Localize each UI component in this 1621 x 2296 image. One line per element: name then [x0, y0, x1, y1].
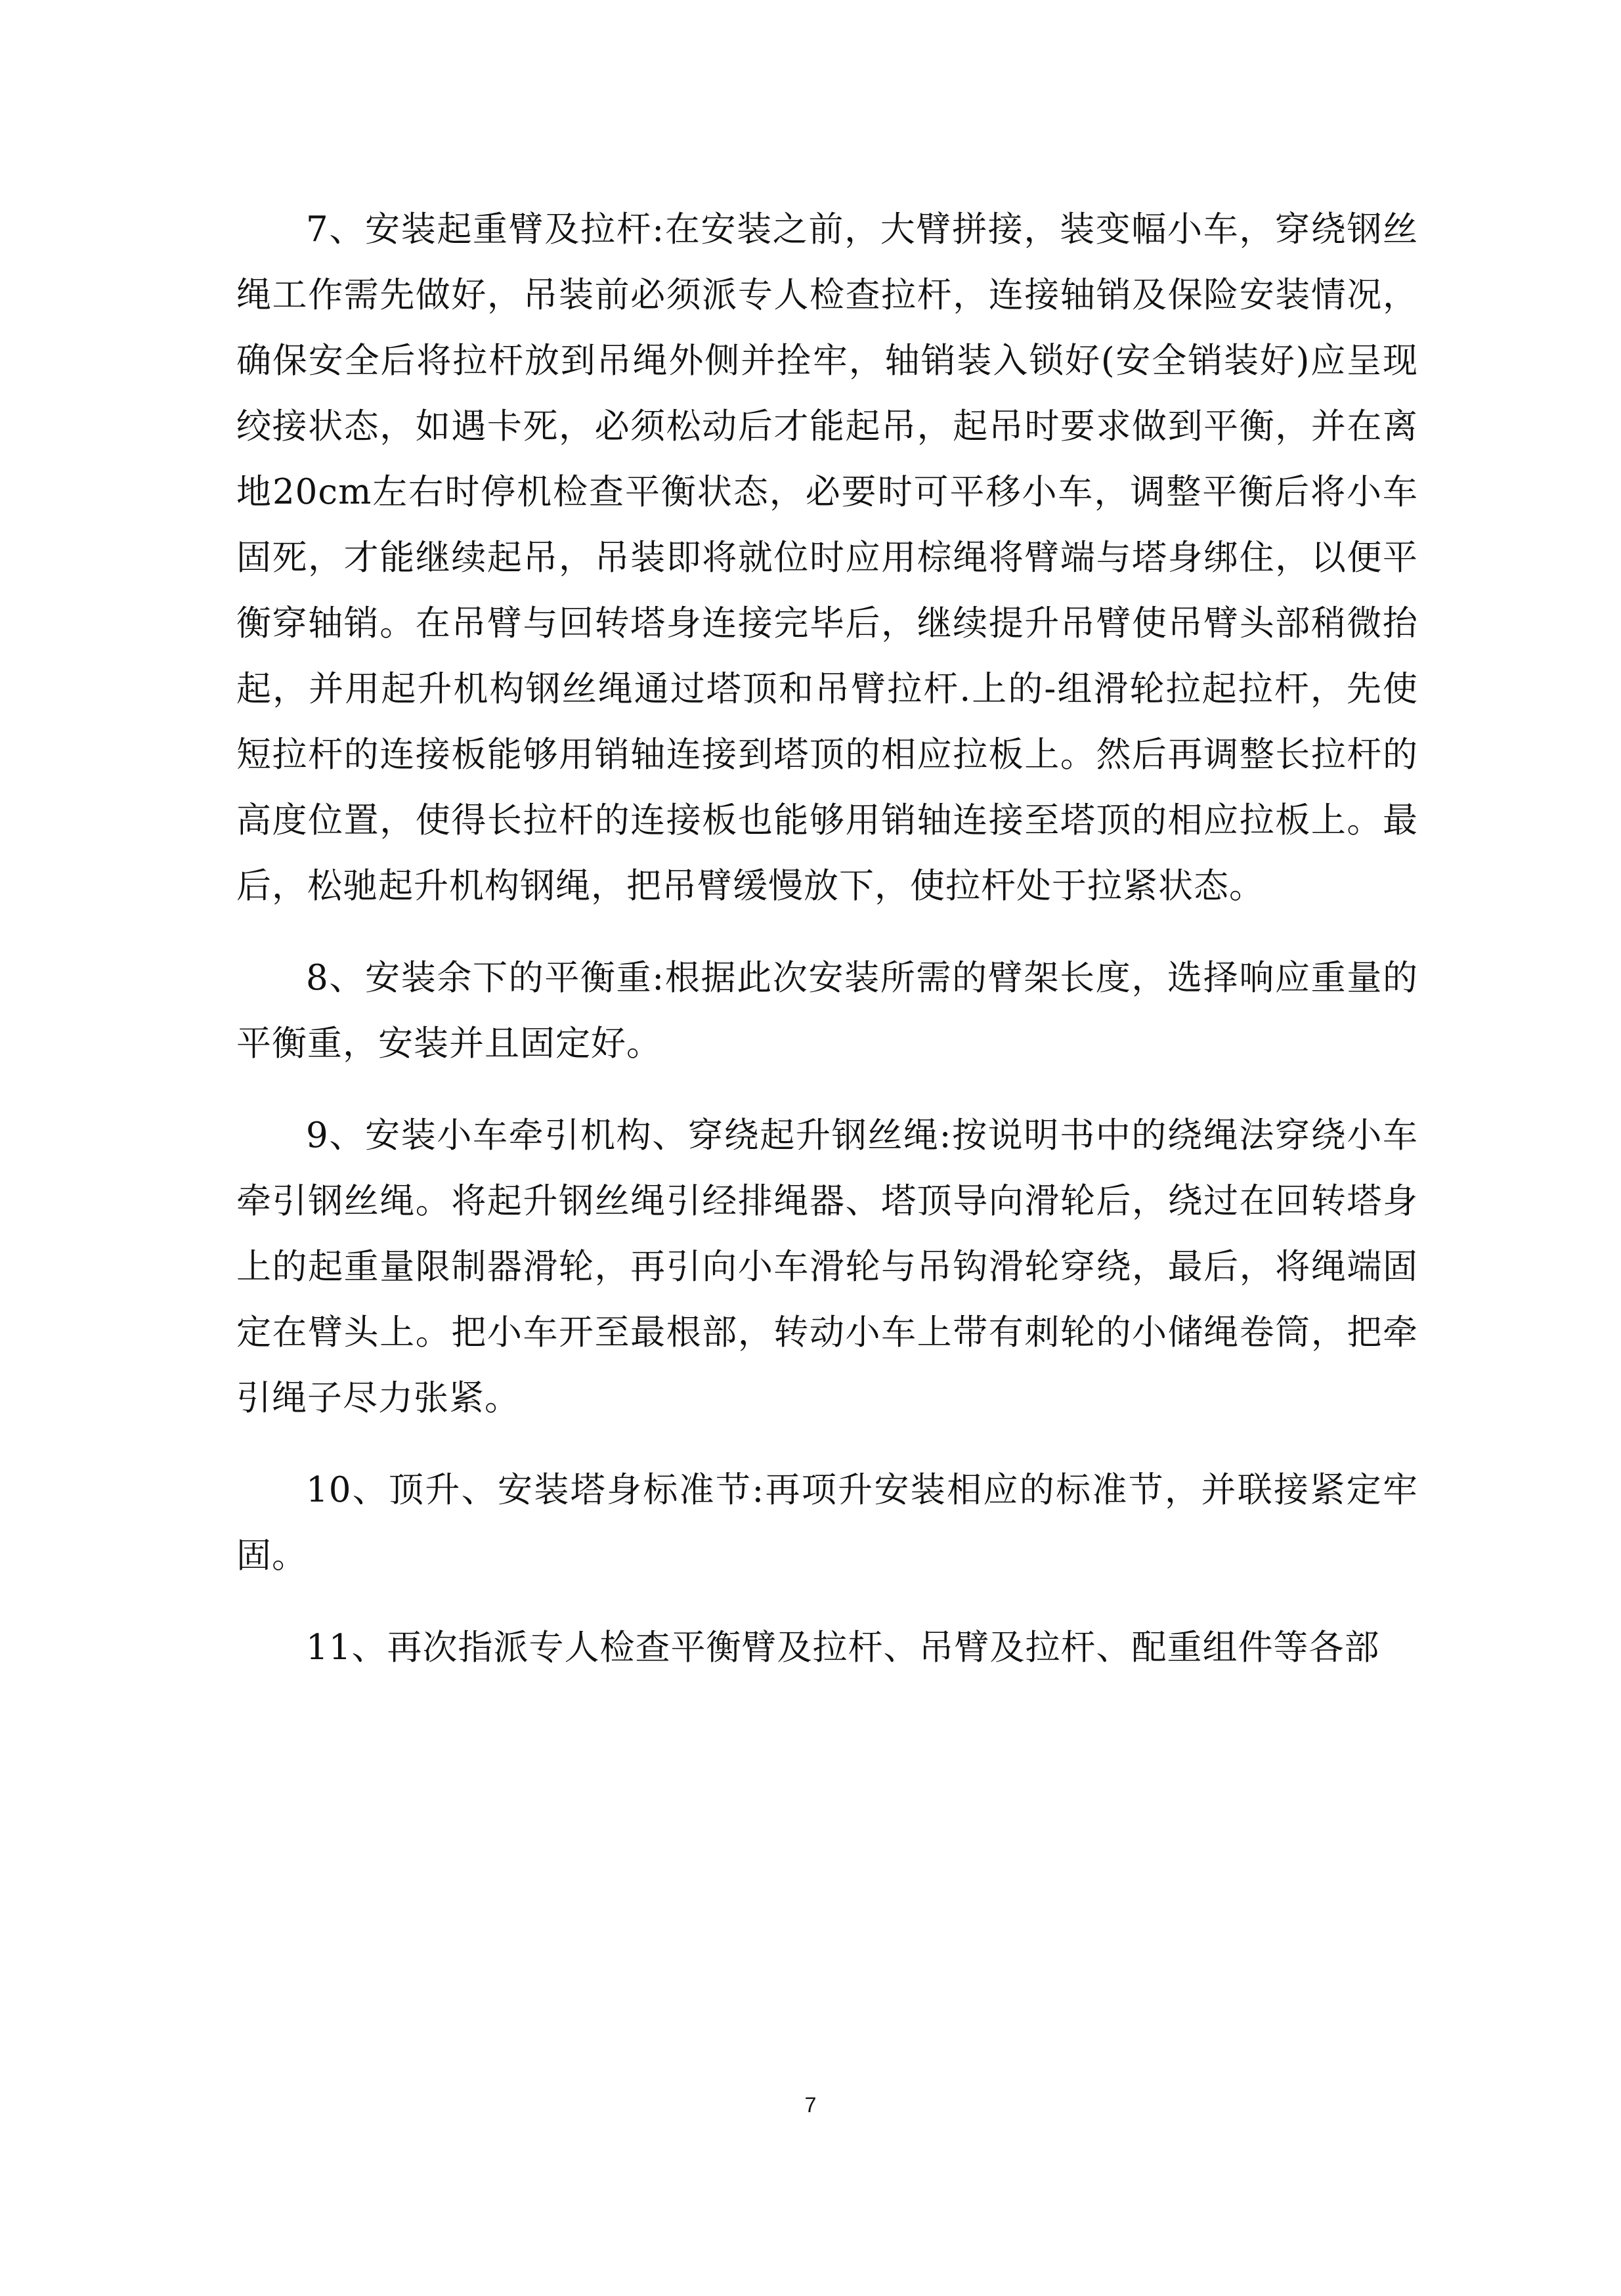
page-number: 7 [804, 2093, 817, 2117]
paragraph-step-11: 11、再次指派专人检查平衡臂及拉杆、吊臂及拉杆、配重组件等各部 [306, 1628, 1380, 1668]
paragraph-step-10: 10、顶升、安装塔身标准节:再项升安装相应的标准节，并联接紧定牢固。 [236, 1470, 1418, 1576]
paragraph-step-8: 8、安装余下的平衡重:根据此次安装所需的臂架长度，选择响应重量的平衡重，安装并且固定好。 [236, 958, 1418, 1064]
paragraph-step-9: 9、安装小车牵引机构、穿绕起升钢丝绳:按说明书中的绕绳法穿绕小车牵引钢丝绳。将起升钢丝绳引经排绳器、塔顶导向滑轮后，绕过在回转塔身上的起重量限制器滑轮，再引向小车滑轮与吊钩滑轮穿绕，最后，将绳端固定在臂头上。把小车开至最根部，转动小车上带有刺轮的小储绳卷筒，把牵引绳子尽力张紧。 [236, 1116, 1418, 1418]
document-body [236, 197, 1418, 1707]
paragraph-step-7: 7、安装起重臂及拉杆:在安装之前，大臂拼接，装变幅小车，穿绕钢丝绳工作需先做好，吊装前必须派专人检查拉杆，连接轴销及保险安装情况，确保安全后将拉杆放到吊绳外侧并拴牢，轴销装入锁好(安全销装好)应呈现绞接状态，如遇卡死，必须松动后才能起吊，起吊时要求做到平衡，并在离地20cm左右时停机检查平衡状态，必要时可平移小车，调整平衡后将小车固死，才能继续起吊，吊装即将就位时应用棕绳将臂端与塔身绑住，以便平衡穿轴销。在吊臂与回转塔身连接完毕后，继续提升吊臂使吊臂头部稍微抬起，并用起升机构钢丝绳通过塔顶和吊臂拉杆.上的-组滑轮拉起拉杆，先使短拉杆的连接板能够用销轴连接到塔顶的相应拉板上。然后再调整长拉杆的高度位置，使得长拉杆的连接板也能够用销轴连接至塔顶的相应拉板上。最后，松驰起升机构钢绳，把吊臂缓慢放下，使拉杆处于拉紧状态。 [236, 209, 1418, 906]
